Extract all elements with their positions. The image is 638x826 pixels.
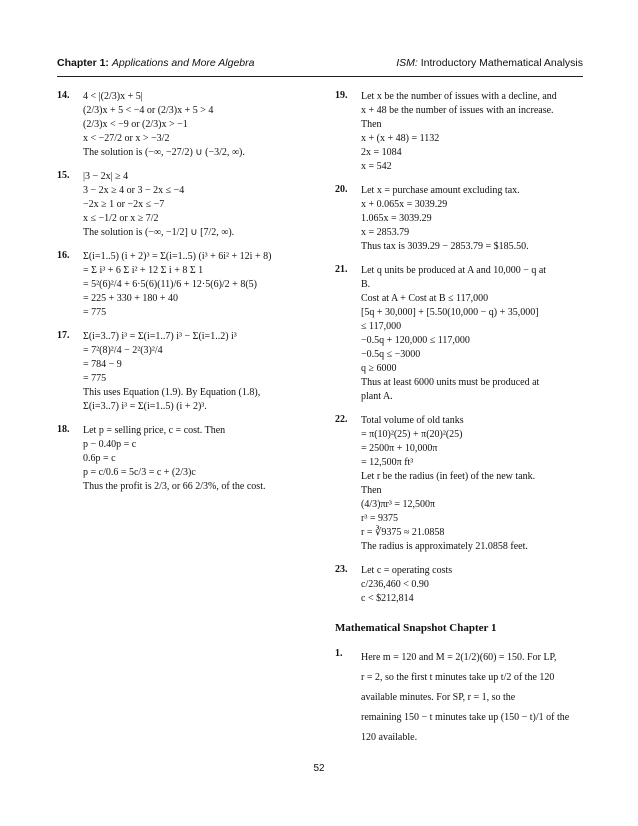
problem-number: 19. — [335, 90, 348, 101]
math-line: x ≤ −1/2 or x ≥ 7/2 — [83, 213, 159, 224]
math-line: = 7²(8)²/4 − 2²(3)²/4 — [83, 345, 163, 356]
math-line: Σ(i=3..7) i³ = Σ(i=1..5) (i + 2)³. — [83, 401, 207, 412]
snapshot-line: remaining 150 − t minutes take up (150 − t)/1 of the — [361, 712, 570, 723]
math-line: The solution is (−∞, −1/2] ∪ [7/2, ∞). — [83, 227, 235, 238]
math-line: x + 0.065x = 3039.29 — [361, 199, 448, 210]
header-chapter: Chapter 1: Applications and More Algebra — [57, 57, 255, 69]
math-line: Let q units be produced at A and 10,000 − q at — [361, 265, 547, 276]
math-line: This uses Equation (1.9). By Equation (1.8), — [83, 387, 261, 398]
snapshot-title: Mathematical Snapshot Chapter 1 — [335, 622, 497, 634]
problem — [335, 564, 585, 606]
math-line: x < −27/2 or x > −3/2 — [83, 133, 170, 144]
problem-number: 14. — [57, 90, 70, 101]
math-line: Let r be the radius (in feet) of the new tank. — [361, 471, 536, 482]
math-line: x + (x + 48) = 1132 — [361, 133, 440, 144]
math-line: Total volume of old tanks — [361, 415, 464, 426]
math-line: Let c = operating costs — [361, 565, 453, 576]
math-line: 0.6p = c — [83, 453, 116, 464]
math-line: c < $212,814 — [361, 593, 414, 604]
math-line: (4/3)πr³ = 12,500π — [361, 499, 436, 510]
math-line: p − 0.40p = c — [83, 439, 137, 450]
math-line: = 775 — [83, 373, 107, 384]
math-line: 1.065x = 3039.29 — [361, 213, 432, 224]
problem — [57, 330, 317, 414]
math-line: 2x = 1084 — [361, 147, 402, 158]
math-line: Let p = selling price, c = cost. Then — [83, 425, 226, 436]
page-number: 52 — [313, 763, 325, 774]
math-line: Thus at least 6000 units must be produced at — [361, 377, 540, 388]
math-line: p = c/0.6 = 5c/3 = c + (2/3)c — [83, 467, 196, 478]
math-line: The radius is approximately 21.0858 feet. — [361, 541, 528, 552]
problem — [335, 264, 585, 404]
right-column — [335, 90, 585, 758]
math-line: x = 542 — [361, 161, 392, 172]
snapshot-line: available minutes. For SP, r = 1, so the — [361, 692, 516, 703]
problem-number: 21. — [335, 264, 348, 275]
math-line: −2x ≥ 1 or −2x ≤ −7 — [83, 199, 165, 210]
snapshot-line: r = 2, so the first t minutes take up t/2 of the 120 — [361, 672, 555, 683]
math-line: B. — [361, 279, 371, 290]
math-line: c/236,460 < 0.90 — [361, 579, 429, 590]
math-line: = 775 — [83, 307, 107, 318]
math-line: = Σ i³ + 6 Σ i² + 12 Σ i + 8 Σ 1 — [83, 265, 204, 276]
snapshot-problem — [335, 648, 585, 748]
math-line: Let x be the number of issues with a decline, and — [361, 91, 557, 102]
math-line: 3 − 2x ≥ 4 or 3 − 2x ≤ −4 — [83, 185, 185, 196]
problem-number: 17. — [57, 330, 70, 341]
math-line: |3 − 2x| ≥ 4 — [83, 171, 129, 182]
problem — [57, 170, 317, 240]
problem — [57, 424, 317, 494]
math-line: Thus tax is 3039.29 − 2853.79 = $185.50. — [361, 241, 529, 252]
math-line: = π(10)²(25) + π(20)²(25) — [361, 429, 463, 440]
snapshot-line: Here m = 120 and M = 2(1/2)(60) = 150. For LP, — [361, 652, 557, 663]
header-book: ISM: Introductory Mathematical Analysis — [396, 57, 583, 69]
problem — [335, 184, 585, 254]
math-line: −0.5q ≤ −3000 — [361, 349, 421, 360]
math-line: −0.5q + 120,000 ≤ 117,000 — [361, 335, 470, 346]
problem-number: 16. — [57, 250, 70, 261]
math-line: Σ(i=1..5) (i + 2)³ = Σ(i=1..5) (i³ + 6i² + 12i + 8) — [83, 251, 272, 262]
math-line: q ≥ 6000 — [361, 363, 397, 374]
math-line: (2/3)x < −9 or (2/3)x > −1 — [83, 119, 188, 130]
math-line: r = ∛9375 ≈ 21.0858 — [361, 527, 445, 538]
math-line: [5q + 30,000] + [5.50(10,000 − q) + 35,000] — [361, 307, 539, 318]
header-rule — [57, 76, 583, 77]
snapshot-line: 120 available. — [361, 732, 418, 743]
math-line: Let x = purchase amount excluding tax. — [361, 185, 520, 196]
math-line: plant A. — [361, 391, 393, 402]
math-line: = 2500π + 10,000π — [361, 443, 438, 454]
math-line: x + 48 be the number of issues with an increase. — [361, 105, 554, 116]
problem — [335, 90, 585, 174]
left-column — [57, 90, 317, 504]
math-line: Thus the profit is 2/3, or 66 2/3%, of the cost. — [83, 481, 266, 492]
math-line: Then — [361, 119, 382, 130]
problem — [57, 250, 317, 320]
math-line: ≤ 117,000 — [361, 321, 402, 332]
math-line: Σ(i=3..7) i³ = Σ(i=1..7) i³ − Σ(i=1..2) i³ — [83, 331, 237, 342]
math-line: = 5²(6)²/4 + 6·5(6)(11)/6 + 12·5(6)/2 + 8(5) — [83, 279, 257, 290]
problem-number: 18. — [57, 424, 70, 435]
problem-number: 15. — [57, 170, 70, 181]
math-line: = 12,500π ft³ — [361, 457, 414, 468]
problem — [335, 414, 585, 554]
math-line: = 225 + 330 + 180 + 40 — [83, 293, 179, 304]
math-line: The solution is (−∞, −27/2) ∪ (−3/2, ∞). — [83, 147, 245, 158]
math-line: Cost at A + Cost at B ≤ 117,000 — [361, 293, 489, 304]
problem-number: 1. — [335, 648, 343, 659]
math-line: = 784 − 9 — [83, 359, 122, 370]
math-line: r³ = 9375 — [361, 513, 398, 524]
problem-number: 20. — [335, 184, 348, 195]
problem-number: 22. — [335, 414, 348, 425]
problem-number: 23. — [335, 564, 348, 575]
math-line: 4 < |(2/3)x + 5| — [83, 91, 143, 102]
math-line: x = 2853.79 — [361, 227, 410, 238]
problem — [57, 90, 317, 160]
math-line: Then — [361, 485, 382, 496]
math-line: (2/3)x + 5 < −4 or (2/3)x + 5 > 4 — [83, 105, 214, 116]
